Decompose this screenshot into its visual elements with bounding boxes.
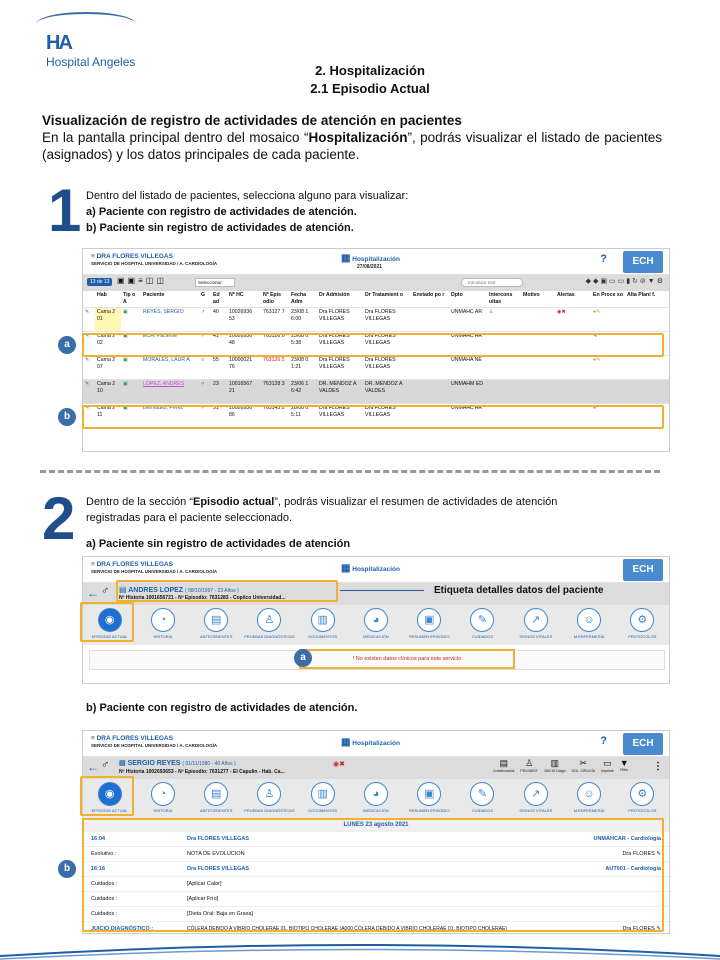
highlight-box-a <box>82 333 664 357</box>
episode-panel-b: ≡ DRA FLORES VILLEGAS SERVICIO DE HOSPITAL UNIVERSIDAD / A. CARDIOLOGÍA ▦ Hospitalización ? ECH ← ♂ ▤ SERGIO REYES ( 01/11/1980 - 40 Años ) ◉✖ Nº Historia 1002693653 - Nº Episodio: 7631277 - El Capulin - Hab. Ca... ▤ Cuestionarios ♙ PDV/ADST ▥ JUICIO Diagn ✂ SOL. CIRUGÍA ▭ Imprimir ▼ Filtro ⋮ ◉ EPISODIO ACTUAL ◔ HISTORIA ▤ ANTECEDENTES ♙ PRUEBAS DIAGNÓSTICAS ▥ DOCUMENTOS ◕ MEDICACIÓN ▣ RESUMEN EPISODIO ✎ CUIDADOS ↗ SIGNOS VITALES ☺ M.ENFERMERÍA ⚙ PROTOCOLOS LUNES 23 agosto 2021 16:04 Dra FLORES VILLEGAS UNMAHCAR - Cardiología Evolutivo : NOTA DE EVOLUCION Dra FLORES ✎ 16:16 Dra FLORES VILLEGAS AUT001 - Cardiología Cuidados : [Aplicar Calor] Cuidados : [Aplicar Frío] Cuidados : [Dieta Oral: Baja en Grasa] JUICIO DIAGNÓSTICO : CÓLERA DEBIDO A VIBRIO CHOLERAE 01, BIOTIPO CHOLERAE (A000 CÓLERA DEBIDO A VIBRIO CHOLERAE 01, BIOTIPO CHOLERAE) Dra FLORES ✎ <box>82 730 670 934</box>
table-row[interactable]: ✎ Cama 2 01 ▣ REYES, SERGIO ♂ 40 10026936 53 763127 7 23/08 1 6:00 Dra FLORES VILLEGAS Dra FLORES VILLEGAS UNMAHC AR ♙ ◉✖ ●✎ <box>83 308 669 332</box>
tab-antecedentes[interactable]: ▤ ANTECEDENTES <box>190 779 243 819</box>
table-row[interactable]: ✎ Cama 2 02 ▣ ECH, Paciente ♂ 41 10026936 48 763126 0 23/08 0 5:38 Dra FLORES VILLEGAS Dra FLORES VILLEGAS UNMAHC AR ✎ <box>83 332 669 356</box>
filter-select[interactable]: Seleccionar: <box>195 278 235 287</box>
male-icon: ♂ <box>101 585 110 597</box>
action-filtro[interactable]: ▼ Filtro <box>619 758 629 772</box>
section-divider <box>40 470 660 473</box>
tab-cuidados[interactable]: ✎ CUIDADOS <box>456 605 509 645</box>
tab-historia[interactable]: ◔ HISTORIA <box>136 605 189 645</box>
tab-historia[interactable]: ◔ HISTORIA <box>136 779 189 819</box>
male-icon: ♂ <box>101 759 110 771</box>
patient-bar: ← ♂ ▤ SERGIO REYES ( 01/11/1980 - 40 Años ) ◉✖ Nº Historia 1002693653 - Nº Episodio: 7631277 - El Capulin - Hab. Ca... ▤ Cuestionarios ♙ PDV/ADST ▥ JUICIO Diagn ✂ SOL. CIRUGÍA ▭ Imprimir ▼ Filtro ⋮ <box>83 757 669 779</box>
intro <box>42 112 662 163</box>
footer-wave <box>0 934 720 960</box>
tab-medicacion[interactable]: ◕ MEDICACIÓN <box>349 779 402 819</box>
interconsult-icon: ♙ <box>487 308 521 332</box>
tab-signos[interactable]: ↗ SIGNOS VITALES <box>509 779 562 819</box>
action-juicio[interactable]: ▥ JUICIO Diagn <box>543 758 566 773</box>
episode-panel-a <box>82 556 670 684</box>
history-row: Cuidados : [Aplicar Frío] <box>83 891 669 906</box>
tab-documentos[interactable]: ▥ DOCUMENTOS <box>296 779 349 819</box>
back-arrow-icon[interactable]: ← <box>87 760 99 774</box>
app-header <box>83 249 669 275</box>
tab-episodio-actual[interactable]: ◉ EPISODIO ACTUAL <box>83 605 136 645</box>
tab-cuidados[interactable]: ✎ CUIDADOS <box>456 779 509 819</box>
history-highlight-b <box>82 818 664 932</box>
hospital-logo: HA <box>46 32 71 54</box>
action-imprimir[interactable]: ▭ Imprimir <box>601 758 614 773</box>
tab-enfermeria[interactable]: ☺ M.ENFERMERÍA <box>562 605 615 645</box>
history-row: JUICIO DIAGNÓSTICO : CÓLERA DEBIDO A VIBRIO CHOLERAE 01, BIOTIPO CHOLERAE (A000 CÓLERA DEBIDO A VIBRIO CHOLERAE 01, BIOTIPO CHOLERAE) Dra FLORES ✎ <box>83 921 669 934</box>
tab-documentos[interactable]: ▥ DOCUMENTOS <box>296 605 349 645</box>
patient-table: Hab Tip o A Paciente G Ed ad Nº HC Nº Epis odio Fecha Adm Dr Admisión Dr Tratamient o Enviado po r Dpto Intercons ultas Motivo Alertas En Proce so Alta Plani f. ✎ Cama 2 01 ▣ REYES, SERGIO ♂ 40 10026936 53 763127 7 23/08 1 6:00 Dra FLORES VILLEGAS Dra FLORES VILLEGAS UNMAHC AR ♙ ◉✖ ●✎ ✎ Cama 2 02 ▣ ECH, Paciente ♂ 41 10026936 48 763126 0 23/08 0 5:38 Dra FLORES VILLEGAS Dra FLORES VILLEGAS UNMAHC AR ✎ ✎ Cama 2 07 ▣ MORALES, LAUR A ○ 55 10000021 76 763126 5 23/08 0 1:21 Dra FLORES VILLEGAS Dra FLORES VILLEGAS UNMAHA NE ●✎ ✎ Cama 2 10 ▣ LOPEZ, ANDRES ♂ 23 10016567 21 763128 3 23/06 1 6:42 DR. MENDOZ A VALDES DR. MENDOZ A VALDES UNMAHM ED ✎ Cama 2 11 ▣ Bermudez, Perez ♂ 51 10026936 86 763143 2 26/08 0 5:11 Dra FLORES VILLEGAS Dra FLORES VILLEGAS UNMAHC AR ● <box>83 291 669 428</box>
tab-enfermeria[interactable]: ☺ M.ENFERMERÍA <box>562 779 615 819</box>
document-titles <box>0 62 720 98</box>
search-input[interactable]: Introducir text <box>461 278 523 287</box>
table-row[interactable]: ✎ Cama 2 10 ▣ LOPEZ, ANDRES ♂ 23 10016567 21 763128 3 23/06 1 6:42 DR. MENDOZ A VALDES DR. MENDOZ A VALDES UNMAHM ED <box>83 380 669 404</box>
more-icon[interactable]: ⋮ <box>653 761 663 772</box>
action-cirugia[interactable]: ✂ SOL. CIRUGÍA <box>571 758 596 773</box>
ech-logo: ECH <box>623 251 663 273</box>
patient-label-text: Etiqueta detalles datos del paciente <box>434 585 604 596</box>
card-icon: ▤ <box>119 585 127 594</box>
step-2-number: 2 <box>42 485 76 552</box>
intro-text: En la pantalla principal dentro del mosaico “Hospitalización”, podrás visualizar el listado de pacientes (asignados) y los datos principales de cada paciente. <box>42 130 662 162</box>
marker-b: b <box>58 408 76 426</box>
module-icon: ▦ <box>341 253 351 264</box>
table-row[interactable]: ✎ Cama 2 07 ▣ MORALES, LAUR A ○ 55 10000021 76 763126 5 23/08 0 1:21 Dra FLORES VILLEGAS Dra FLORES VILLEGAS UNMAHA NE ●✎ <box>83 356 669 380</box>
in-process-icons: ●✎ <box>591 308 625 332</box>
action-icons <box>493 758 629 773</box>
intro-heading: Visualización de registro de actividades de atención en pacientes <box>42 113 462 128</box>
step-2-sub-a: a) Paciente sin registro de actividades de atención <box>86 538 351 550</box>
history-row: Evolutivo : NOTA DE EVOLUCION Dra FLORES ✎ <box>83 846 669 861</box>
history-row: 16:04 Dra FLORES VILLEGAS UNMAHCAR - Cardiología <box>83 831 669 846</box>
doctor-info: ≡ DRA FLORES VILLEGAS SERVICIO DE HOSPITAL UNIVERSIDAD / A. CARDIOLOGÍA <box>91 253 218 266</box>
tab-signos[interactable]: ↗ SIGNOS VITALES <box>509 605 562 645</box>
patient-count-badge: 13 de 13 <box>87 278 112 286</box>
step-1-text: Dentro del listado de pacientes, selecciona alguno para visualizar: a) Paciente con registro de actividades de atención. b) Paciente sin registro de actividades de atención. <box>86 190 409 234</box>
tab-pruebas[interactable]: ♙ PRUEBAS DIAGNÓSTICAS <box>243 779 296 819</box>
toolbar-icons-right[interactable]: ◆◆▣▭▭▮↻⊘▼⚙ <box>585 278 665 285</box>
marker-b2: b <box>58 860 76 878</box>
action-cuestionarios[interactable]: ▤ Cuestionarios <box>493 758 515 773</box>
date-header: LUNES 23 agosto 2021 <box>83 819 669 831</box>
tab-resumen[interactable]: ▣ RESUMEN EPISODIO <box>403 605 456 645</box>
marker-a: a <box>58 336 76 354</box>
tab-resumen[interactable]: ▣ RESUMEN EPISODIO <box>403 779 456 819</box>
subsection-title: 2.1 Episodio Actual <box>310 81 430 96</box>
patient-bar: ← ♂ ▤ ANDRES LOPEZ ( 08/10/1997 - 23 Años ) Nº Historia 1001656721 - Nº Episodio: 7631283 - Copilco Universidad... <box>83 583 669 605</box>
label-arrow-line <box>340 590 424 591</box>
edit-icon: ✎ <box>83 308 95 332</box>
alert-icons: ◉✖ <box>333 761 345 768</box>
warning-icon: ! <box>352 656 355 662</box>
marker-a2: a <box>294 649 312 667</box>
episode-tabs <box>83 779 669 819</box>
tab-protocolos[interactable]: ⚙ PROTOCOLOS <box>616 779 669 819</box>
section-title: 2. Hospitalización <box>315 63 425 78</box>
history-row: Cuidados : [Aplicar Calor] <box>83 876 669 891</box>
tab-episodio-actual[interactable]: ◉ EPISODIO ACTUAL <box>83 779 136 819</box>
history-row: 16:16 Dra FLORES VILLEGAS AUT001 - Cardiología <box>83 861 669 876</box>
history-row: Cuidados : [Dieta Oral: Baja en Grasa] <box>83 906 669 921</box>
tab-medicacion[interactable]: ◕ MEDICACIÓN <box>349 605 402 645</box>
module-title: ▦ Hospitalización 27/08/2021 <box>341 253 400 270</box>
tab-protocolos[interactable]: ⚙ PROTOCOLOS <box>616 605 669 645</box>
step-1-number: 1 <box>48 177 82 244</box>
episode-tabs <box>83 605 669 645</box>
step-2-sub-b: b) Paciente con registro de actividades de atención. <box>86 702 358 714</box>
table-row[interactable]: ✎ Cama 2 11 ▣ Bermudez, Perez ♂ 51 10026936 86 763143 2 26/08 0 5:11 Dra FLORES VILLEGAS Dra FLORES VILLEGAS UNMAHC AR ● <box>83 404 669 428</box>
tab-highlight-a <box>80 602 134 642</box>
empty-message: ! No existen datos clínicos para este servicio <box>299 649 515 669</box>
tab-antecedentes[interactable]: ▤ ANTECEDENTES <box>190 605 243 645</box>
tab-pruebas[interactable]: ♙ PRUEBAS DIAGNÓSTICAS <box>243 605 296 645</box>
help-icon[interactable]: ? <box>600 253 607 265</box>
app-header: ≡ DRA FLORES VILLEGAS SERVICIO DE HOSPITAL UNIVERSIDAD / A. CARDIOLOGÍA ▦ Hospitalización ECH <box>83 557 669 583</box>
toolbar-icons-left[interactable]: ▣▣≡◫◫ <box>117 276 167 285</box>
alert-icons: ◉✖ <box>555 308 591 332</box>
hospital-name: Hospital Angeles <box>46 55 136 69</box>
list-toolbar <box>83 275 669 291</box>
tab-highlight-b <box>80 776 134 816</box>
back-arrow-icon[interactable]: ← <box>87 586 99 600</box>
patient-label-box <box>116 580 338 602</box>
step-2-text: Dentro de la sección “Episodio actual”, podrás visualizar el resumen de actividades de atención registradas para el paciente seleccionado. <box>86 496 558 524</box>
action-pdv[interactable]: ♙ PDV/ADST <box>520 758 538 773</box>
highlight-box-b <box>82 405 664 429</box>
